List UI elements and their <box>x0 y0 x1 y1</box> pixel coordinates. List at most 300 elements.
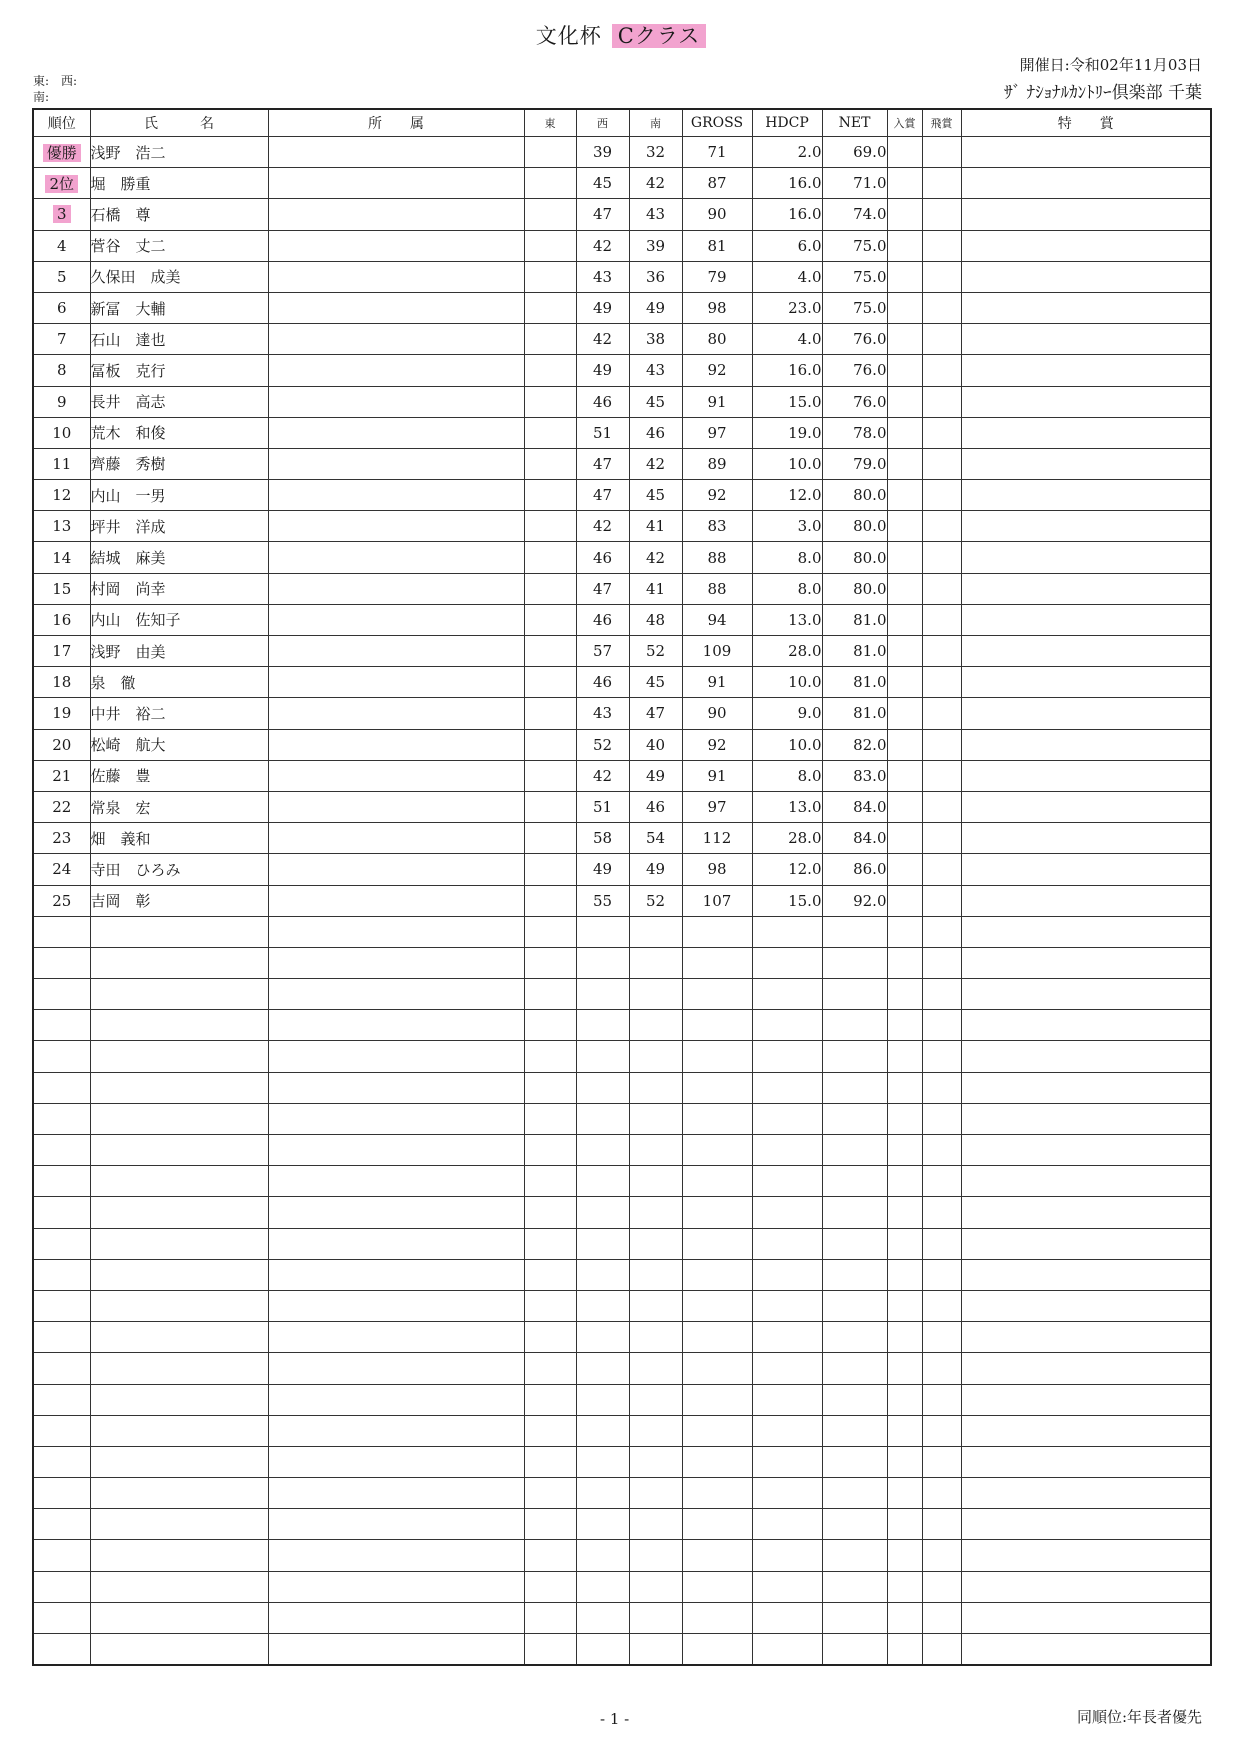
cell-west: 42 <box>576 760 629 791</box>
cell-east <box>524 1446 576 1477</box>
cell-south <box>629 1041 682 1072</box>
cell-gross: 112 <box>682 823 752 854</box>
header-east: 東 <box>524 109 576 137</box>
cell-flying <box>922 542 961 573</box>
club-name: ｻﾞ ﾅｼｮﾅﾙｶﾝﾄﾘｰ倶楽部 千葉 <box>1004 83 1202 103</box>
cell-west <box>576 1228 629 1259</box>
table-row <box>33 1384 1211 1415</box>
cell-hdcp: 28.0 <box>752 823 822 854</box>
cell-east <box>524 261 576 292</box>
cell-affiliation <box>268 1540 524 1571</box>
table-row <box>33 511 1211 542</box>
table-row <box>33 823 1211 854</box>
cell-net <box>822 1228 887 1259</box>
cell-name <box>90 1322 268 1353</box>
cell-prize <box>887 667 922 698</box>
cell-rank <box>33 947 90 978</box>
cell-south <box>629 1166 682 1197</box>
cell-hdcp <box>752 1509 822 1540</box>
cell-affiliation <box>268 261 524 292</box>
cell-rank <box>33 1571 90 1602</box>
table-row <box>33 1228 1211 1259</box>
header-name: 氏 名 <box>90 109 268 137</box>
cell-east <box>524 1478 576 1509</box>
table-row <box>33 448 1211 479</box>
table-row <box>33 1571 1211 1602</box>
cell-name: 内山 佐知子 <box>90 604 268 635</box>
cell-rank <box>33 1446 90 1477</box>
cell-net <box>822 1384 887 1415</box>
header-west: 西 <box>576 109 629 137</box>
cell-east <box>524 1634 576 1666</box>
cell-east <box>524 636 576 667</box>
cell-prize <box>887 885 922 916</box>
cell-net <box>822 1478 887 1509</box>
cell-east <box>524 199 576 230</box>
cell-gross <box>682 979 752 1010</box>
cell-south: 48 <box>629 604 682 635</box>
cell-affiliation <box>268 1010 524 1041</box>
cell-net: 75.0 <box>822 261 887 292</box>
cell-rank <box>33 1478 90 1509</box>
cell-flying <box>922 1634 961 1666</box>
table-row <box>33 292 1211 323</box>
cell-prize <box>887 916 922 947</box>
cell-affiliation <box>268 1322 524 1353</box>
table-row <box>33 1197 1211 1228</box>
cell-south <box>629 1290 682 1321</box>
cell-special <box>961 1166 1211 1197</box>
cell-special <box>961 542 1211 573</box>
cell-net <box>822 1446 887 1477</box>
cell-flying <box>922 1290 961 1321</box>
cell-net <box>822 916 887 947</box>
cell-net: 71.0 <box>822 168 887 199</box>
cell-special <box>961 1384 1211 1415</box>
cell-south <box>629 979 682 1010</box>
cell-name <box>90 1135 268 1166</box>
cell-name <box>90 1197 268 1228</box>
cell-gross <box>682 1415 752 1446</box>
cell-gross <box>682 947 752 978</box>
cell-south <box>629 947 682 978</box>
cell-flying <box>922 261 961 292</box>
page-number: - 1 - <box>600 1710 630 1728</box>
cell-affiliation <box>268 791 524 822</box>
cell-net <box>822 1290 887 1321</box>
cell-flying <box>922 292 961 323</box>
cell-flying <box>922 1197 961 1228</box>
cell-flying <box>922 947 961 978</box>
table-row <box>33 230 1211 261</box>
cell-special <box>961 1072 1211 1103</box>
cell-special <box>961 292 1211 323</box>
cell-hdcp <box>752 1072 822 1103</box>
cell-west <box>576 1415 629 1446</box>
cell-rank <box>33 1135 90 1166</box>
table-row <box>33 1259 1211 1290</box>
cell-gross <box>682 1322 752 1353</box>
cell-south: 45 <box>629 480 682 511</box>
cell-name: 畑 義和 <box>90 823 268 854</box>
cell-net <box>822 1103 887 1134</box>
title-text: 文化杯 <box>535 24 602 48</box>
cell-special <box>961 448 1211 479</box>
cell-west: 43 <box>576 698 629 729</box>
cell-net: 78.0 <box>822 417 887 448</box>
cell-special <box>961 573 1211 604</box>
cell-gross: 109 <box>682 636 752 667</box>
cell-east <box>524 1259 576 1290</box>
cell-name <box>90 1384 268 1415</box>
cell-hdcp: 6.0 <box>752 230 822 261</box>
cell-hdcp: 8.0 <box>752 542 822 573</box>
table-row <box>33 1103 1211 1134</box>
cell-east <box>524 1166 576 1197</box>
cell-west <box>576 1509 629 1540</box>
cell-prize <box>887 1415 922 1446</box>
cell-rank <box>33 137 90 168</box>
table-row <box>33 386 1211 417</box>
table-row <box>33 137 1211 168</box>
cell-west <box>576 979 629 1010</box>
cell-rank: 5 <box>33 261 90 292</box>
cell-gross: 107 <box>682 885 752 916</box>
cell-rank <box>33 1602 90 1633</box>
cell-special <box>961 1103 1211 1134</box>
table-row <box>33 854 1211 885</box>
cell-south: 32 <box>629 137 682 168</box>
cell-south: 42 <box>629 542 682 573</box>
cell-hdcp: 13.0 <box>752 604 822 635</box>
cell-name <box>90 1353 268 1384</box>
cell-flying <box>922 480 961 511</box>
cell-name: 浅野 由美 <box>90 636 268 667</box>
cell-special <box>961 199 1211 230</box>
cell-affiliation <box>268 511 524 542</box>
cell-flying <box>922 1446 961 1477</box>
cell-east <box>524 604 576 635</box>
cell-hdcp <box>752 1634 822 1666</box>
cell-affiliation <box>268 168 524 199</box>
cell-east <box>524 1010 576 1041</box>
cell-name: 冨板 克行 <box>90 355 268 386</box>
cell-affiliation <box>268 1135 524 1166</box>
cell-prize <box>887 1010 922 1041</box>
cell-west: 47 <box>576 480 629 511</box>
cell-flying <box>922 854 961 885</box>
cell-south <box>629 1135 682 1166</box>
cell-prize <box>887 1135 922 1166</box>
cell-hdcp: 12.0 <box>752 854 822 885</box>
cell-gross <box>682 1602 752 1633</box>
cell-south: 41 <box>629 511 682 542</box>
cell-flying <box>922 1259 961 1290</box>
cell-flying <box>922 916 961 947</box>
table-row <box>33 1322 1211 1353</box>
cell-name <box>90 1259 268 1290</box>
cell-west: 51 <box>576 417 629 448</box>
table-row <box>33 1634 1211 1666</box>
cell-flying <box>922 823 961 854</box>
cell-rank: 12 <box>33 480 90 511</box>
cell-affiliation <box>268 760 524 791</box>
cell-rank: 17 <box>33 636 90 667</box>
cell-prize <box>887 230 922 261</box>
cell-prize <box>887 1353 922 1384</box>
cell-south: 42 <box>629 168 682 199</box>
cell-special <box>961 261 1211 292</box>
cell-affiliation <box>268 636 524 667</box>
cell-flying <box>922 1384 961 1415</box>
cell-affiliation <box>268 292 524 323</box>
cell-prize <box>887 1602 922 1633</box>
cell-gross <box>682 1041 752 1072</box>
cell-south <box>629 1602 682 1633</box>
cell-affiliation <box>268 1509 524 1540</box>
cell-flying <box>922 1602 961 1633</box>
table-row <box>33 1446 1211 1477</box>
cell-gross: 88 <box>682 573 752 604</box>
cell-prize <box>887 1322 922 1353</box>
cell-flying <box>922 230 961 261</box>
cell-flying <box>922 1166 961 1197</box>
cell-name: 結城 麻美 <box>90 542 268 573</box>
header-gross: GROSS <box>682 109 752 137</box>
cell-net <box>822 1135 887 1166</box>
cell-west: 49 <box>576 355 629 386</box>
cell-hdcp: 10.0 <box>752 667 822 698</box>
table-row <box>33 729 1211 760</box>
cell-net <box>822 1415 887 1446</box>
cell-rank <box>33 1228 90 1259</box>
cell-affiliation <box>268 1415 524 1446</box>
header-affiliation: 所 属 <box>268 109 524 137</box>
table-row <box>33 355 1211 386</box>
table-row <box>33 324 1211 355</box>
cell-gross <box>682 1478 752 1509</box>
cell-west: 57 <box>576 636 629 667</box>
cell-south <box>629 1259 682 1290</box>
cell-hdcp <box>752 1259 822 1290</box>
cell-flying <box>922 729 961 760</box>
cell-special <box>961 1571 1211 1602</box>
cell-name <box>90 1571 268 1602</box>
cell-flying <box>922 667 961 698</box>
cell-hdcp <box>752 916 822 947</box>
cell-hdcp: 16.0 <box>752 199 822 230</box>
cell-rank: 19 <box>33 698 90 729</box>
table-row <box>33 791 1211 822</box>
cell-rank <box>33 979 90 1010</box>
cell-rank: 13 <box>33 511 90 542</box>
cell-west <box>576 1166 629 1197</box>
cell-gross: 90 <box>682 698 752 729</box>
cell-flying <box>922 417 961 448</box>
cell-special <box>961 1540 1211 1571</box>
cell-rank <box>33 199 90 230</box>
table-row <box>33 480 1211 511</box>
cell-prize <box>887 511 922 542</box>
cell-east <box>524 386 576 417</box>
cell-name: 菅谷 丈二 <box>90 230 268 261</box>
cell-affiliation <box>268 1602 524 1633</box>
cell-rank: 24 <box>33 854 90 885</box>
cell-rank <box>33 1197 90 1228</box>
cell-net: 80.0 <box>822 480 887 511</box>
cell-east <box>524 480 576 511</box>
cell-gross: 88 <box>682 542 752 573</box>
cell-rank: 23 <box>33 823 90 854</box>
cell-special <box>961 355 1211 386</box>
table-row <box>33 199 1211 230</box>
cell-south: 52 <box>629 636 682 667</box>
cell-east <box>524 1197 576 1228</box>
cell-affiliation <box>268 823 524 854</box>
cell-rank <box>33 1041 90 1072</box>
cell-rank: 4 <box>33 230 90 261</box>
cell-gross <box>682 1446 752 1477</box>
cell-south <box>629 1072 682 1103</box>
cell-name <box>90 1415 268 1446</box>
cell-south: 46 <box>629 791 682 822</box>
cell-prize <box>887 168 922 199</box>
cell-prize <box>887 760 922 791</box>
cell-west: 46 <box>576 386 629 417</box>
cell-flying <box>922 885 961 916</box>
cell-prize <box>887 823 922 854</box>
cell-affiliation <box>268 1384 524 1415</box>
table-row <box>33 916 1211 947</box>
cell-affiliation <box>268 1353 524 1384</box>
cell-gross: 91 <box>682 667 752 698</box>
cell-name: 齊藤 秀樹 <box>90 448 268 479</box>
cell-gross: 97 <box>682 417 752 448</box>
cell-rank: 15 <box>33 573 90 604</box>
cell-east <box>524 1571 576 1602</box>
cell-name: 泉 徹 <box>90 667 268 698</box>
cell-hdcp <box>752 1197 822 1228</box>
cell-flying <box>922 698 961 729</box>
cell-net <box>822 1353 887 1384</box>
cell-rank: 9 <box>33 386 90 417</box>
cell-flying <box>922 1478 961 1509</box>
cell-west <box>576 1010 629 1041</box>
cell-special <box>961 1197 1211 1228</box>
cell-hdcp <box>752 1041 822 1072</box>
cell-net <box>822 1166 887 1197</box>
cell-name: 坪井 洋成 <box>90 511 268 542</box>
cell-name: 石山 達也 <box>90 324 268 355</box>
cell-special <box>961 230 1211 261</box>
cell-gross <box>682 1228 752 1259</box>
cell-west <box>576 1103 629 1134</box>
cell-affiliation <box>268 480 524 511</box>
cell-prize <box>887 1446 922 1477</box>
cell-name <box>90 1540 268 1571</box>
cell-east <box>524 324 576 355</box>
cell-gross: 87 <box>682 168 752 199</box>
cell-gross: 71 <box>682 137 752 168</box>
header-special: 特 賞 <box>961 109 1211 137</box>
cell-name <box>90 1072 268 1103</box>
cell-west <box>576 1197 629 1228</box>
cell-prize <box>887 1041 922 1072</box>
cell-hdcp <box>752 1103 822 1134</box>
cell-hdcp: 28.0 <box>752 636 822 667</box>
cell-south <box>629 1634 682 1666</box>
cell-affiliation <box>268 199 524 230</box>
cell-prize <box>887 386 922 417</box>
table-row <box>33 1010 1211 1041</box>
cell-west: 49 <box>576 854 629 885</box>
cell-hdcp: 16.0 <box>752 355 822 386</box>
cell-rank <box>33 1166 90 1197</box>
cell-hdcp: 15.0 <box>752 885 822 916</box>
cell-hdcp: 12.0 <box>752 480 822 511</box>
cell-name <box>90 1010 268 1041</box>
cell-prize <box>887 1228 922 1259</box>
cell-prize <box>887 1103 922 1134</box>
cell-affiliation <box>268 916 524 947</box>
cell-west <box>576 947 629 978</box>
cell-west <box>576 1571 629 1602</box>
cell-west <box>576 1041 629 1072</box>
cell-flying <box>922 1072 961 1103</box>
cell-west: 43 <box>576 261 629 292</box>
cell-gross <box>682 1290 752 1321</box>
cell-flying <box>922 355 961 386</box>
header-flying: 飛賞 <box>922 109 961 137</box>
cell-hdcp: 23.0 <box>752 292 822 323</box>
cell-hdcp: 8.0 <box>752 573 822 604</box>
cell-special <box>961 698 1211 729</box>
cell-hdcp: 9.0 <box>752 698 822 729</box>
cell-special <box>961 947 1211 978</box>
table-row <box>33 667 1211 698</box>
cell-south: 45 <box>629 667 682 698</box>
cell-affiliation <box>268 667 524 698</box>
cell-west <box>576 1353 629 1384</box>
cell-gross: 92 <box>682 729 752 760</box>
cell-special <box>961 1602 1211 1633</box>
cell-special <box>961 1135 1211 1166</box>
cell-flying <box>922 1540 961 1571</box>
cell-net: 82.0 <box>822 729 887 760</box>
cell-rank <box>33 1384 90 1415</box>
cell-net: 81.0 <box>822 667 887 698</box>
cell-net <box>822 1571 887 1602</box>
cell-flying <box>922 636 961 667</box>
cell-south <box>629 1353 682 1384</box>
cell-affiliation <box>268 137 524 168</box>
tie-rule-note: 同順位:年長者優先 <box>1076 1708 1202 1726</box>
cell-affiliation <box>268 1290 524 1321</box>
cell-west: 46 <box>576 604 629 635</box>
cell-special <box>961 604 1211 635</box>
cell-flying <box>922 511 961 542</box>
cell-prize <box>887 1197 922 1228</box>
cell-affiliation <box>268 1446 524 1477</box>
cell-east <box>524 542 576 573</box>
cell-gross <box>682 1509 752 1540</box>
cell-rank: 25 <box>33 885 90 916</box>
cell-west: 42 <box>576 230 629 261</box>
cell-prize <box>887 947 922 978</box>
cell-net <box>822 1540 887 1571</box>
cell-hdcp: 15.0 <box>752 386 822 417</box>
cell-hdcp <box>752 1571 822 1602</box>
